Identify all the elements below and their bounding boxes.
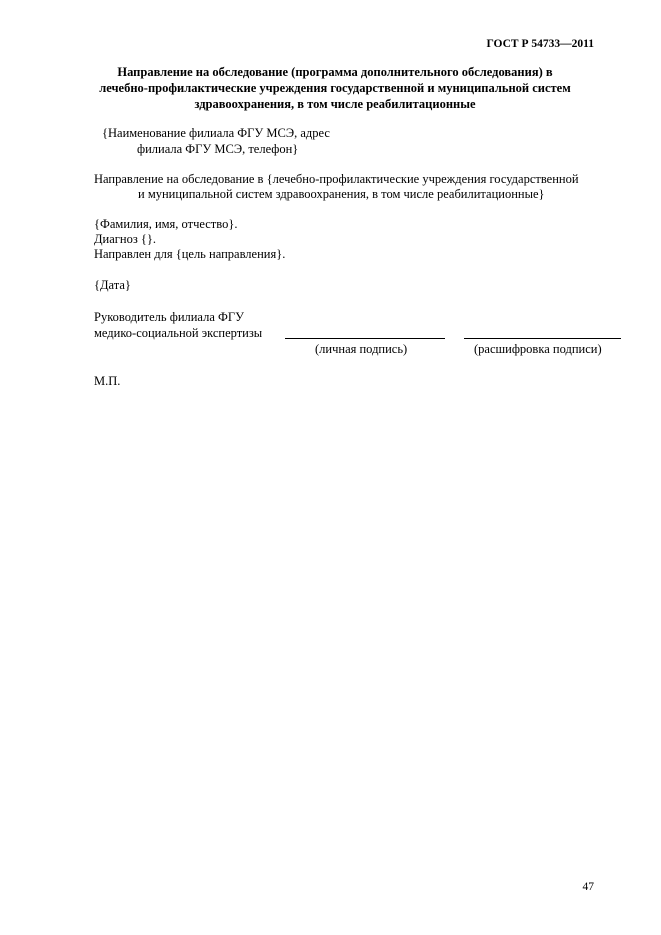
- stamp-placeholder: М.П.: [94, 374, 121, 388]
- diagnosis: Диагноз {}.: [94, 232, 157, 246]
- patient-name: {Фамилия, имя, отчество}.: [94, 217, 238, 231]
- page-number: 47: [582, 881, 594, 893]
- title-line-3: здравоохранения, в том числе реабилитационные: [194, 97, 476, 111]
- signatory-title-line-2: медико-социальной экспертизы: [94, 326, 263, 340]
- title-line-2: лечебно-профилактические учреждения государственной и муниципальной систем: [99, 81, 571, 95]
- referral-line-2: и муниципальной систем здравоохранения, в том числе реабилитационные}: [138, 187, 545, 201]
- signature-decoding-caption: (расшифровка подписи): [474, 342, 602, 356]
- signatory-title-line-1: Руководитель филиала ФГУ: [94, 310, 244, 324]
- date-field: {Дата}: [94, 278, 131, 292]
- referral-purpose: Направлен для {цель направления}.: [94, 247, 286, 261]
- signature-caption: (личная подпись): [315, 342, 408, 356]
- title-line-1: Направление на обследование (программа дополнительного обследования) в: [117, 65, 553, 79]
- branch-line-1: {Наименование филиала ФГУ МСЭ, адрес: [102, 126, 330, 140]
- referral-line-1: Направление на обследование в {лечебно-профилактические учреждения государственной: [94, 172, 579, 186]
- branch-line-2: филиала ФГУ МСЭ, телефон}: [137, 142, 299, 156]
- document-title: [90, 64, 580, 112]
- signature-line: [285, 338, 445, 339]
- signature-decoding-line: [464, 338, 621, 339]
- standard-code: ГОСТ Р 54733—2011: [486, 38, 594, 50]
